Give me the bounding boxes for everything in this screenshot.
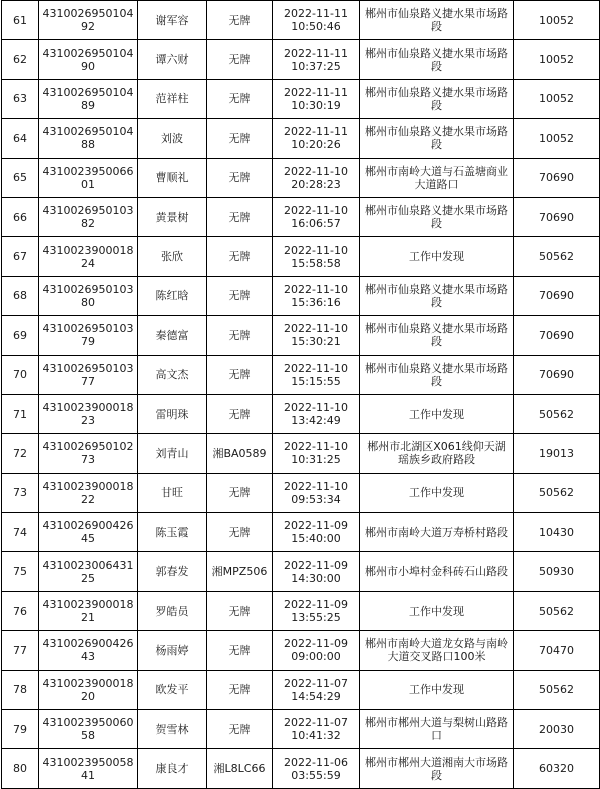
row-number-cell: 73 bbox=[2, 473, 39, 512]
violation-code-cell: 50562 bbox=[514, 394, 600, 433]
table-body bbox=[2, 1, 600, 789]
plate-number-cell: 湘MPZ506 bbox=[207, 552, 273, 591]
date-text: 2022-11-10 bbox=[284, 282, 348, 296]
person-name-cell: 秦德富 bbox=[138, 316, 207, 355]
table-row bbox=[2, 355, 600, 394]
datetime-cell bbox=[273, 197, 360, 236]
plate-number-cell: 湘BA0589 bbox=[207, 434, 273, 473]
violation-code-cell: 70470 bbox=[514, 631, 600, 670]
row-number-cell: 74 bbox=[2, 513, 39, 552]
record-id-cell: 431002395006601 bbox=[39, 158, 138, 197]
date-text: 2022-11-10 bbox=[284, 243, 348, 257]
date-text: 2022-11-07 bbox=[284, 716, 348, 730]
date-text: 2022-11-09 bbox=[284, 558, 348, 572]
time-text: 10:31:25 bbox=[291, 453, 341, 467]
row-number-cell: 69 bbox=[2, 316, 39, 355]
person-name-cell: 刘青山 bbox=[138, 434, 207, 473]
time-text: 10:41:32 bbox=[291, 729, 341, 743]
violation-code-cell: 10052 bbox=[514, 40, 600, 79]
row-number-cell: 70 bbox=[2, 355, 39, 394]
violation-code-cell: 70690 bbox=[514, 197, 600, 236]
table-row bbox=[2, 631, 600, 670]
plate-number-cell: 无牌 bbox=[207, 237, 273, 276]
table-row bbox=[2, 197, 600, 236]
table-row bbox=[2, 749, 600, 788]
datetime-cell bbox=[273, 434, 360, 473]
person-name-cell: 贺雪林 bbox=[138, 710, 207, 749]
row-number-cell: 75 bbox=[2, 552, 39, 591]
datetime-cell bbox=[273, 749, 360, 788]
violation-code-cell: 10052 bbox=[514, 79, 600, 118]
violation-code-cell: 60320 bbox=[514, 749, 600, 788]
time-text: 10:20:26 bbox=[291, 138, 341, 152]
location-cell: 郴州市南岭大道万寿桥村路段 bbox=[360, 513, 514, 552]
row-number-cell: 61 bbox=[2, 1, 39, 40]
person-name-cell: 罗皓员 bbox=[138, 591, 207, 630]
record-id-cell: 431002695010273 bbox=[39, 434, 138, 473]
date-text: 2022-11-10 bbox=[284, 440, 348, 454]
datetime-cell bbox=[273, 631, 360, 670]
row-number-cell: 76 bbox=[2, 591, 39, 630]
row-number-cell: 79 bbox=[2, 710, 39, 749]
location-cell: 工作中发现 bbox=[360, 237, 514, 276]
location-cell: 郴州市仙泉路义捷水果市场路段 bbox=[360, 40, 514, 79]
date-text: 2022-11-10 bbox=[284, 361, 348, 375]
datetime-cell bbox=[273, 513, 360, 552]
row-number-cell: 66 bbox=[2, 197, 39, 236]
time-text: 15:15:55 bbox=[291, 374, 341, 388]
datetime-cell bbox=[273, 473, 360, 512]
location-cell: 工作中发现 bbox=[360, 473, 514, 512]
table-row bbox=[2, 1, 600, 40]
person-name-cell: 甘旺 bbox=[138, 473, 207, 512]
date-text: 2022-11-11 bbox=[284, 85, 348, 99]
plate-number-cell: 无牌 bbox=[207, 40, 273, 79]
datetime-cell bbox=[273, 670, 360, 709]
violation-code-cell: 70690 bbox=[514, 316, 600, 355]
datetime-cell bbox=[273, 276, 360, 315]
person-name-cell: 谭六财 bbox=[138, 40, 207, 79]
person-name-cell: 杨雨婷 bbox=[138, 631, 207, 670]
datetime-cell bbox=[273, 237, 360, 276]
record-id-cell: 431002695010488 bbox=[39, 119, 138, 158]
location-cell: 工作中发现 bbox=[360, 591, 514, 630]
time-text: 10:37:25 bbox=[291, 59, 341, 73]
violation-code-cell: 19013 bbox=[514, 434, 600, 473]
time-text: 20:28:23 bbox=[291, 177, 341, 191]
plate-number-cell: 无牌 bbox=[207, 158, 273, 197]
plate-number-cell: 无牌 bbox=[207, 513, 273, 552]
table-row bbox=[2, 79, 600, 118]
violation-code-cell: 10052 bbox=[514, 119, 600, 158]
location-cell: 郴州市仙泉路义捷水果市场路段 bbox=[360, 355, 514, 394]
plate-number-cell: 无牌 bbox=[207, 631, 273, 670]
record-id-cell: 431002390001824 bbox=[39, 237, 138, 276]
datetime-cell bbox=[273, 552, 360, 591]
person-name-cell: 黄景树 bbox=[138, 197, 207, 236]
date-text: 2022-11-06 bbox=[284, 755, 348, 769]
row-number-cell: 65 bbox=[2, 158, 39, 197]
datetime-cell bbox=[273, 394, 360, 433]
row-number-cell: 71 bbox=[2, 394, 39, 433]
person-name-cell: 雷明珠 bbox=[138, 394, 207, 433]
table-row bbox=[2, 473, 600, 512]
table-row bbox=[2, 710, 600, 749]
location-cell: 郴州市南岭大道与石盖塘商业大道路口 bbox=[360, 158, 514, 197]
violation-code-cell: 10430 bbox=[514, 513, 600, 552]
violation-code-cell: 70690 bbox=[514, 355, 600, 394]
row-number-cell: 64 bbox=[2, 119, 39, 158]
location-cell: 郴州市仙泉路义捷水果市场路段 bbox=[360, 79, 514, 118]
row-number-cell: 68 bbox=[2, 276, 39, 315]
record-id-cell: 431002395005841 bbox=[39, 749, 138, 788]
location-cell: 郴州市仙泉路义捷水果市场路段 bbox=[360, 316, 514, 355]
time-text: 15:36:16 bbox=[291, 295, 341, 309]
table-row bbox=[2, 394, 600, 433]
record-id-cell: 431002690042643 bbox=[39, 631, 138, 670]
violation-code-cell: 70690 bbox=[514, 276, 600, 315]
table-row bbox=[2, 591, 600, 630]
location-cell: 工作中发现 bbox=[360, 670, 514, 709]
person-name-cell: 欧发平 bbox=[138, 670, 207, 709]
datetime-cell bbox=[273, 119, 360, 158]
record-id-cell: 431002695010379 bbox=[39, 316, 138, 355]
record-id-cell: 431002690042645 bbox=[39, 513, 138, 552]
row-number-cell: 72 bbox=[2, 434, 39, 473]
violation-code-cell: 50562 bbox=[514, 237, 600, 276]
row-number-cell: 80 bbox=[2, 749, 39, 788]
location-cell: 郴州市郴州大道与梨树山路路口 bbox=[360, 710, 514, 749]
date-text: 2022-11-07 bbox=[284, 676, 348, 690]
row-number-cell: 62 bbox=[2, 40, 39, 79]
location-cell: 工作中发现 bbox=[360, 394, 514, 433]
plate-number-cell: 湘L8LC66 bbox=[207, 749, 273, 788]
person-name-cell: 陈玉霞 bbox=[138, 513, 207, 552]
violation-records-table bbox=[1, 0, 600, 789]
table-row bbox=[2, 434, 600, 473]
record-id-cell: 431002695010492 bbox=[39, 1, 138, 40]
violation-code-cell: 50562 bbox=[514, 591, 600, 630]
violation-code-cell: 50562 bbox=[514, 473, 600, 512]
time-text: 10:30:19 bbox=[291, 98, 341, 112]
table-row bbox=[2, 552, 600, 591]
time-text: 16:06:57 bbox=[291, 217, 341, 231]
row-number-cell: 63 bbox=[2, 79, 39, 118]
plate-number-cell: 无牌 bbox=[207, 276, 273, 315]
record-id-cell: 431002695010489 bbox=[39, 79, 138, 118]
date-text: 2022-11-11 bbox=[284, 46, 348, 60]
person-name-cell: 范祥柱 bbox=[138, 79, 207, 118]
table-row bbox=[2, 513, 600, 552]
table-row bbox=[2, 316, 600, 355]
time-text: 14:30:00 bbox=[291, 571, 341, 585]
time-text: 15:30:21 bbox=[291, 335, 341, 349]
datetime-cell bbox=[273, 710, 360, 749]
datetime-cell bbox=[273, 591, 360, 630]
record-id-cell: 431002695010380 bbox=[39, 276, 138, 315]
time-text: 14:54:29 bbox=[291, 689, 341, 703]
date-text: 2022-11-10 bbox=[284, 164, 348, 178]
time-text: 09:53:34 bbox=[291, 492, 341, 506]
record-id-cell: 431002390001823 bbox=[39, 394, 138, 433]
record-id-cell: 431002695010382 bbox=[39, 197, 138, 236]
plate-number-cell: 无牌 bbox=[207, 119, 273, 158]
plate-number-cell: 无牌 bbox=[207, 355, 273, 394]
time-text: 10:50:46 bbox=[291, 20, 341, 34]
location-cell: 郴州市北湖区X061线仰天湖瑶族乡政府路段 bbox=[360, 434, 514, 473]
datetime-cell bbox=[273, 40, 360, 79]
person-name-cell: 高文杰 bbox=[138, 355, 207, 394]
violation-code-cell: 50930 bbox=[514, 552, 600, 591]
location-cell: 郴州市仙泉路义捷水果市场路段 bbox=[360, 1, 514, 40]
datetime-cell bbox=[273, 1, 360, 40]
plate-number-cell: 无牌 bbox=[207, 670, 273, 709]
plate-number-cell: 无牌 bbox=[207, 473, 273, 512]
violation-code-cell: 50562 bbox=[514, 670, 600, 709]
plate-number-cell: 无牌 bbox=[207, 79, 273, 118]
violation-code-cell: 20030 bbox=[514, 710, 600, 749]
location-cell: 郴州市南岭大道龙女路与南岭大道交叉路口100米 bbox=[360, 631, 514, 670]
datetime-cell bbox=[273, 355, 360, 394]
time-text: 03:55:59 bbox=[291, 768, 341, 782]
person-name-cell: 陈红晗 bbox=[138, 276, 207, 315]
table-row bbox=[2, 276, 600, 315]
table-row bbox=[2, 40, 600, 79]
person-name-cell: 谢军容 bbox=[138, 1, 207, 40]
row-number-cell: 78 bbox=[2, 670, 39, 709]
location-cell: 郴州市小埠村金科砖石山路段 bbox=[360, 552, 514, 591]
date-text: 2022-11-10 bbox=[284, 322, 348, 336]
person-name-cell: 曹顺礼 bbox=[138, 158, 207, 197]
location-cell: 郴州市仙泉路义捷水果市场路段 bbox=[360, 276, 514, 315]
table-row bbox=[2, 119, 600, 158]
record-id-cell: 431002390001821 bbox=[39, 591, 138, 630]
plate-number-cell: 无牌 bbox=[207, 1, 273, 40]
row-number-cell: 67 bbox=[2, 237, 39, 276]
plate-number-cell: 无牌 bbox=[207, 394, 273, 433]
person-name-cell: 郭春发 bbox=[138, 552, 207, 591]
record-id-cell: 431002695010490 bbox=[39, 40, 138, 79]
datetime-cell bbox=[273, 158, 360, 197]
date-text: 2022-11-11 bbox=[284, 125, 348, 139]
location-cell: 郴州市仙泉路义捷水果市场路段 bbox=[360, 197, 514, 236]
row-number-cell: 77 bbox=[2, 631, 39, 670]
record-id-cell: 431002390001822 bbox=[39, 473, 138, 512]
person-name-cell: 康良才 bbox=[138, 749, 207, 788]
date-text: 2022-11-11 bbox=[284, 7, 348, 21]
location-cell: 郴州市郴州大道湘南大市场路段 bbox=[360, 749, 514, 788]
table-row bbox=[2, 158, 600, 197]
person-name-cell: 刘波 bbox=[138, 119, 207, 158]
time-text: 13:55:25 bbox=[291, 611, 341, 625]
location-cell: 郴州市仙泉路义捷水果市场路段 bbox=[360, 119, 514, 158]
time-text: 13:42:49 bbox=[291, 414, 341, 428]
record-id-cell: 431002300643125 bbox=[39, 552, 138, 591]
record-id-cell: 431002395006058 bbox=[39, 710, 138, 749]
date-text: 2022-11-09 bbox=[284, 519, 348, 533]
record-id-cell: 431002390001820 bbox=[39, 670, 138, 709]
date-text: 2022-11-10 bbox=[284, 401, 348, 415]
time-text: 15:58:58 bbox=[291, 256, 341, 270]
date-text: 2022-11-09 bbox=[284, 598, 348, 612]
date-text: 2022-11-09 bbox=[284, 637, 348, 651]
datetime-cell bbox=[273, 79, 360, 118]
plate-number-cell: 无牌 bbox=[207, 316, 273, 355]
table-row bbox=[2, 237, 600, 276]
date-text: 2022-11-10 bbox=[284, 479, 348, 493]
plate-number-cell: 无牌 bbox=[207, 197, 273, 236]
violation-code-cell: 70690 bbox=[514, 158, 600, 197]
datetime-cell bbox=[273, 316, 360, 355]
time-text: 09:00:00 bbox=[291, 650, 341, 664]
date-text: 2022-11-10 bbox=[284, 204, 348, 218]
record-id-cell: 431002695010377 bbox=[39, 355, 138, 394]
plate-number-cell: 无牌 bbox=[207, 591, 273, 630]
table-row bbox=[2, 670, 600, 709]
plate-number-cell: 无牌 bbox=[207, 710, 273, 749]
time-text: 15:40:00 bbox=[291, 532, 341, 546]
violation-code-cell: 10052 bbox=[514, 1, 600, 40]
person-name-cell: 张欣 bbox=[138, 237, 207, 276]
